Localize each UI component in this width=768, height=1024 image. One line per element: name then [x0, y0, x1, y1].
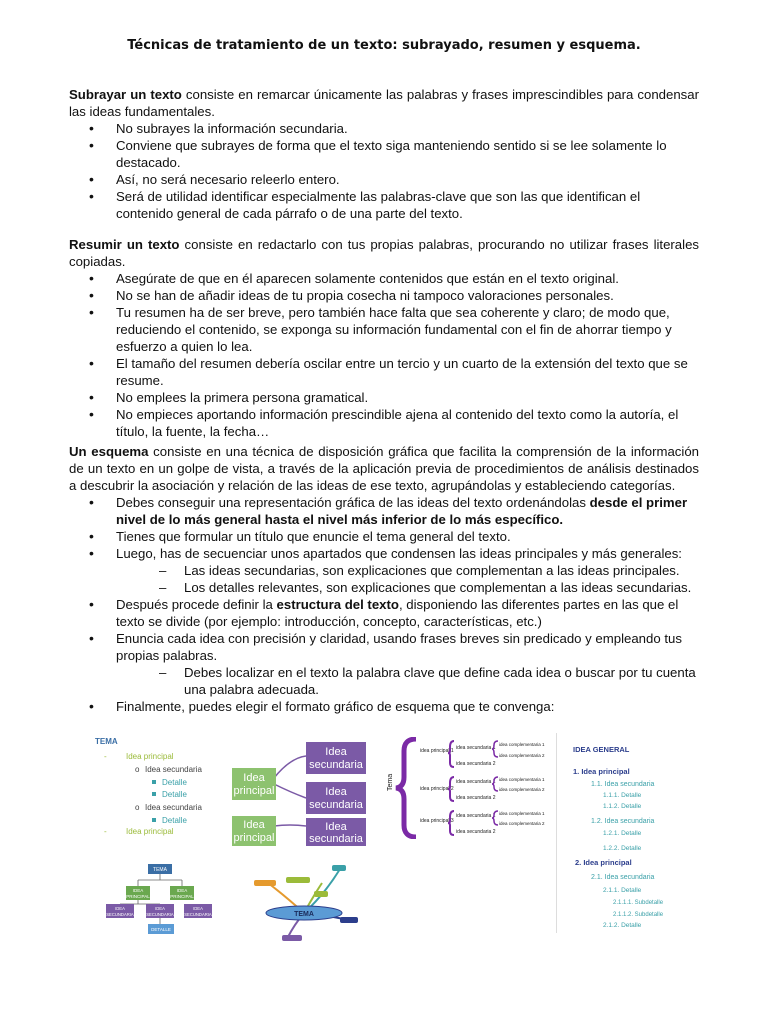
tree-idea-text: PRINCIPAL — [126, 894, 150, 899]
section-text: consiste en una técnica de disposición gráfica que facilita la comprensión de la información de un texto en un golpe de vista, a través de la aplicación previa de procedimientos de análisis destinados a descubrir la asociación y relación de las ideas de ese texto, agrupándolas y estableciendo categorías. — [69, 444, 699, 493]
list-item: • No subrayes la información secundaria. — [69, 120, 699, 137]
dash-list — [69, 664, 699, 698]
tree-secundaria-text: IDEA — [193, 906, 203, 911]
outline-square-bullet — [152, 792, 156, 796]
mindmap-node — [314, 891, 328, 897]
list-item — [69, 596, 699, 630]
tree-secundaria-text: IDEA — [115, 906, 125, 911]
mindmap-node — [332, 865, 346, 871]
section-paragraph — [69, 86, 699, 120]
numbered-level1: 1. Idea principal — [573, 767, 630, 776]
list-item: • El tamaño del resumen debería oscilar entre un tercio y un cuarto de la extensión del texto que se resume. — [69, 355, 699, 389]
figure-tree-diagram — [100, 860, 220, 942]
list-item: • Finalmente, puedes elegir el formato gráfico de esquema que te convenga: — [69, 698, 699, 715]
brace-diagram-svg — [386, 737, 546, 839]
mindmap-node — [286, 877, 310, 883]
box-connector — [274, 825, 306, 826]
list-item: • Tu resumen ha de ser breve, pero también hace falta que sea coherente y claro; de modo que, reduciendo el contenido, se exponga su información fundamental con el fin de ahorrar tiempo y esfuerzo a quien lo lea. — [69, 304, 699, 355]
idea-principal-text: Idea — [243, 772, 265, 784]
numbered-level3: 1.1.2. Detalle — [603, 803, 642, 810]
tree-idea-text: IDEA — [132, 888, 144, 893]
list-item-bold: desde el primer nivel de lo más general hasta el nivel más inferior de lo más específico. — [116, 495, 688, 527]
idea-principal-text: principal — [233, 785, 275, 797]
numbered-level4: 2.1.1.1. Subdetalle — [613, 900, 664, 906]
tree-secundaria-text: SECUNDARIA — [106, 912, 134, 917]
numbered-level1: 2. Idea principal — [575, 858, 632, 867]
numbered-idea-general: IDEA GENERAL — [573, 745, 630, 754]
outline-detalle: Detalle — [162, 790, 187, 799]
outline-idea-principal: Idea principal — [126, 752, 174, 761]
list-item-text: Debes conseguir una representación gráfica de las ideas del texto ordenándolas — [116, 495, 590, 510]
mindmap-node — [282, 935, 302, 941]
bullet-list — [69, 120, 699, 222]
list-item: • Tienes que formular un título que enuncie el tema general del texto. — [69, 528, 699, 545]
brace-complementaria: idea complementaria 2 — [499, 753, 545, 758]
brace-sub — [448, 741, 454, 767]
figure-outline-list — [92, 733, 226, 841]
idea-secundaria-text: Idea — [325, 821, 347, 833]
brace-idea-secundaria: idea secundaria 1 — [456, 779, 496, 785]
numbered-level2: 2.1. Idea secundaria — [591, 874, 655, 881]
idea-principal-text: principal — [233, 832, 275, 844]
outline-idea-secundaria: Idea secundaria — [145, 803, 202, 812]
section-text: consiste en remarcar únicamente las palabras y frases imprescindibles para condensar las ideas fundamentales. — [69, 87, 699, 119]
outline-idea-secundaria: Idea secundaria — [145, 765, 202, 774]
figure-numbered-outline — [556, 733, 707, 933]
tree-idea-text: PRINCIPAL — [170, 894, 194, 899]
outline-detalle: Detalle — [162, 816, 187, 825]
numbered-level3: 2.1.1. Detalle — [603, 887, 642, 894]
box-connector — [274, 784, 306, 798]
tree-idea-text: IDEA — [176, 888, 188, 893]
figure-brace-diagram — [386, 737, 546, 839]
bullet-list — [69, 494, 699, 715]
outline-square-bullet — [152, 818, 156, 822]
tree-tema-text: TEMA — [153, 867, 167, 873]
tree-secundaria-text: IDEA — [155, 906, 165, 911]
idea-secundaria-text: secundaria — [309, 799, 363, 811]
list-item-text: Luego, has de secuenciar unos apartados que condensen las ideas principales y más generales: — [116, 546, 682, 561]
brace-complementaria: idea complementaria 2 — [499, 821, 545, 826]
figure-mind-map — [244, 855, 364, 945]
list-item: • No emplees la primera persona gramatical. — [69, 389, 699, 406]
outline-idea-principal: Idea principal — [126, 827, 174, 836]
sub-list-item: – Debes localizar en el texto la palabra clave que define cada idea o buscar por tu cuenta una palabra adecuada. — [69, 664, 699, 698]
numbered-level3: 1.2.2. Detalle — [603, 845, 642, 852]
section-text: consiste en redactarlo con tus propias palabras, procurando no utilizar frases literales copiadas. — [69, 237, 700, 269]
brace-idea-principal: idea principal 3 — [420, 818, 454, 824]
section-resumir — [69, 236, 699, 440]
box-connector — [274, 756, 306, 778]
numbered-level2: 1.1. Idea secundaria — [591, 781, 655, 788]
brace-idea-secundaria: idea secundaria 2 — [456, 829, 496, 835]
list-item: • Conviene que subrayes de forma que el texto siga manteniendo sentido si se lee solamente lo destacado. — [69, 137, 699, 171]
list-item: • Así, no será necesario releerlo entero. — [69, 171, 699, 188]
dash-list — [69, 562, 699, 596]
outline-square-bullet — [152, 780, 156, 784]
page-title: Técnicas de tratamiento de un texto: subrayado, resumen y esquema. — [127, 38, 641, 53]
list-item: • No se han de añadir ideas de tu propia cosecha ni tampoco valoraciones personales. — [69, 287, 699, 304]
sub-list-item: – Los detalles relevantes, son explicaciones que complementan a las ideas secundarias. — [69, 579, 699, 596]
list-item-text: Enuncia cada idea con precisión y claridad, usando frases breves sin predicado y empleando tus propias palabras. — [116, 631, 682, 663]
brace-complementaria: idea complementaria 1 — [499, 811, 545, 816]
brace-complementaria: idea complementaria 1 — [499, 742, 545, 747]
mindmap-node — [254, 880, 276, 886]
box-diagram-svg — [230, 728, 380, 848]
idea-principal-text: Idea — [243, 819, 265, 831]
idea-secundaria-text: secundaria — [309, 759, 363, 771]
outline-detalle: Detalle — [162, 778, 187, 787]
outline-dash: - — [104, 827, 107, 836]
list-item — [69, 630, 699, 698]
mind-map-svg — [244, 855, 364, 945]
list-item: • Será de utilidad identificar especialmente las palabras-clave que son las que identifican el contenido general de cada párrafo o de una parte del texto. — [69, 188, 699, 222]
section-paragraph — [69, 443, 699, 494]
numbered-level3: 2.1.2. Detalle — [603, 922, 642, 929]
section-lead: Resumir un texto — [69, 237, 180, 252]
brace-idea-principal: idea principal 1 — [420, 748, 454, 754]
brace-idea-secundaria: idea secundaria 1 — [456, 813, 496, 819]
section-esquema — [69, 443, 699, 715]
brace-tema: Tema — [387, 773, 394, 791]
brace-idea-principal: idea principal 2 — [420, 786, 454, 792]
section-subrayar — [69, 86, 699, 222]
section-lead: Un esquema — [69, 444, 149, 459]
brace-main — [396, 739, 416, 837]
outline-tema: TEMA — [95, 737, 118, 746]
tree-secundaria-text: SECUNDARIA — [146, 912, 174, 917]
list-item: • Asegúrate de que en él aparecen solamente contenidos que están en el texto original. — [69, 270, 699, 287]
numbered-outline-svg — [557, 733, 707, 933]
numbered-level3: 1.2.1. Detalle — [603, 830, 642, 837]
tree-secundaria-text: SECUNDARIA — [184, 912, 212, 917]
numbered-level2: 1.2. Idea secundaria — [591, 818, 655, 825]
numbered-level3: 1.1.1. Detalle — [603, 792, 642, 799]
brace-complementaria: idea complementaria 2 — [499, 787, 545, 792]
list-item-text: Después procede definir la — [116, 597, 277, 612]
list-item-bold: estructura del texto — [276, 597, 399, 612]
mindmap-tema: TEMA — [294, 911, 314, 918]
outline-list-svg — [92, 733, 226, 841]
brace-idea-secundaria: idea secundaria 1 — [456, 745, 496, 751]
numbered-level4: 2.1.1.2. Subdetalle — [613, 912, 664, 918]
idea-secundaria-text: Idea — [325, 746, 347, 758]
brace-idea-secundaria: idea secundaria 2 — [456, 761, 496, 767]
tree-detalle-text: DETALLE — [151, 927, 171, 932]
list-item — [69, 494, 699, 528]
idea-secundaria-text: Idea — [325, 786, 347, 798]
list-item: • No empieces aportando información prescindible ajena al contenido del texto como la autoría, el título, la fuente, la fecha… — [69, 406, 699, 440]
idea-secundaria-text: secundaria — [309, 833, 363, 845]
list-item-text: , disponiendo las diferentes partes en las que el texto se divide (por ejemplo: introducción, concepto, características, etc.) — [116, 597, 679, 629]
mindmap-node — [340, 917, 358, 923]
section-paragraph — [69, 236, 699, 270]
section-lead: Subrayar un texto — [69, 87, 182, 102]
outline-dash: - — [104, 752, 107, 761]
brace-idea-secundaria: idea secundaria 2 — [456, 795, 496, 801]
outline-bullet: o — [135, 803, 140, 812]
brace-complementaria: idea complementaria 1 — [499, 777, 545, 782]
tree-diagram-svg — [100, 860, 220, 942]
outline-bullet: o — [135, 765, 140, 774]
sub-list-item: – Las ideas secundarias, son explicaciones que complementan a las ideas principales. — [69, 562, 699, 579]
figure-box-diagram — [230, 728, 380, 848]
bullet-list — [69, 270, 699, 440]
list-item — [69, 545, 699, 596]
